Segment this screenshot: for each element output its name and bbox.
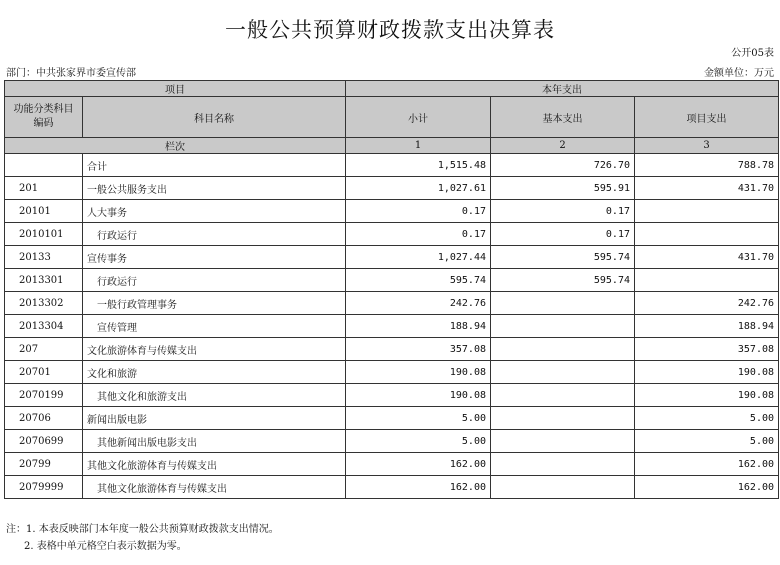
table-row [5,269,779,292]
basic-cell: 0.17 [491,200,635,223]
code-cell: 20133 [5,246,83,269]
basic-cell: 726.70 [491,154,635,177]
subtotal-cell: 1,027.61 [346,177,491,200]
header-code: 功能分类科目编码 [5,97,83,138]
subtotal-cell: 0.17 [346,200,491,223]
project-cell: 357.08 [635,338,779,361]
table-row [5,407,779,430]
name-cell: 其他文化旅游体育与传媒支出 [83,476,346,499]
basic-cell: 595.91 [491,177,635,200]
footnotes [6,521,279,555]
basic-cell [491,476,635,499]
name-cell: 文化和旅游 [83,361,346,384]
project-cell: 162.00 [635,476,779,499]
footnote-1: 注：1. 本表反映部门本年度一般公共预算财政拨款支出情况。 [6,524,279,535]
subtotal-cell: 242.76 [346,292,491,315]
subtotal-cell: 190.08 [346,384,491,407]
basic-cell [491,292,635,315]
footnote-2: 2. 表格中单元格空白表示数据为零。 [24,541,187,552]
basic-cell [491,361,635,384]
project-cell [635,269,779,292]
subtotal-cell: 357.08 [346,338,491,361]
header-project: 项目支出 [635,97,779,138]
subtotal-cell: 595.74 [346,269,491,292]
header-column-order: 栏次 [5,138,346,154]
header-current-year: 本年支出 [346,81,779,97]
basic-cell [491,407,635,430]
name-cell: 一般公共服务支出 [83,177,346,200]
name-cell: 新闻出版电影 [83,407,346,430]
name-cell: 其他文化和旅游支出 [83,384,346,407]
code-cell: 2070199 [5,384,83,407]
header-col-1: 1 [346,138,491,154]
table-row [5,430,779,453]
header-col-3: 3 [635,138,779,154]
name-cell: 其他文化旅游体育与传媒支出 [83,453,346,476]
header-subtotal: 小计 [346,97,491,138]
table-row [5,338,779,361]
basic-cell: 595.74 [491,269,635,292]
header-basic: 基本支出 [491,97,635,138]
header-name: 科目名称 [83,97,346,138]
project-cell: 431.70 [635,177,779,200]
table-row [5,292,779,315]
subtotal-cell: 162.00 [346,476,491,499]
project-cell [635,223,779,246]
project-cell: 242.76 [635,292,779,315]
code-cell: 2079999 [5,476,83,499]
basic-cell: 595.74 [491,246,635,269]
basic-cell: 0.17 [491,223,635,246]
project-cell: 5.00 [635,430,779,453]
header-item: 项目 [5,81,346,97]
name-cell: 宣传事务 [83,246,346,269]
code-cell: 2013301 [5,269,83,292]
report-title: 一般公共预算财政拨款支出决算表 [225,18,555,42]
project-cell: 5.00 [635,407,779,430]
department-label: 部门：中共张家界市委宣传部 [6,68,136,79]
name-cell: 人大事务 [83,200,346,223]
name-cell: 一般行政管理事务 [83,292,346,315]
basic-cell [491,315,635,338]
code-cell: 20799 [5,453,83,476]
subtotal-cell: 1,027.44 [346,246,491,269]
basic-cell [491,384,635,407]
name-cell: 文化旅游体育与传媒支出 [83,338,346,361]
amount-unit-label: 金额单位：万元 [704,68,774,79]
project-cell: 190.08 [635,361,779,384]
table-row [5,177,779,200]
name-cell: 其他新闻出版电影支出 [83,430,346,453]
expenditure-table [4,80,779,499]
code-cell: 2010101 [5,223,83,246]
code-cell: 2013302 [5,292,83,315]
code-cell: 20706 [5,407,83,430]
project-cell: 162.00 [635,453,779,476]
code-cell [5,154,83,177]
table-row [5,200,779,223]
project-cell [635,200,779,223]
subtotal-cell: 1,515.48 [346,154,491,177]
table-row [5,154,779,177]
project-cell: 788.78 [635,154,779,177]
table-row [5,384,779,407]
subtotal-cell: 0.17 [346,223,491,246]
code-cell: 2013304 [5,315,83,338]
header-col-2: 2 [491,138,635,154]
project-cell: 190.08 [635,384,779,407]
project-cell: 188.94 [635,315,779,338]
project-cell: 431.70 [635,246,779,269]
name-cell: 合计 [83,154,346,177]
subtotal-cell: 190.08 [346,361,491,384]
code-cell: 207 [5,338,83,361]
code-cell: 201 [5,177,83,200]
table-row [5,315,779,338]
name-cell: 行政运行 [83,223,346,246]
basic-cell [491,453,635,476]
table-row [5,246,779,269]
table-row [5,476,779,499]
table-row [5,453,779,476]
subtotal-cell: 188.94 [346,315,491,338]
name-cell: 宣传管理 [83,315,346,338]
code-cell: 20701 [5,361,83,384]
subtotal-cell: 5.00 [346,430,491,453]
subtotal-cell: 162.00 [346,453,491,476]
basic-cell [491,430,635,453]
table-row [5,361,779,384]
code-cell: 20101 [5,200,83,223]
table-row [5,223,779,246]
code-cell: 2070699 [5,430,83,453]
subtotal-cell: 5.00 [346,407,491,430]
basic-cell [491,338,635,361]
form-number: 公开05表 [731,48,774,59]
name-cell: 行政运行 [83,269,346,292]
